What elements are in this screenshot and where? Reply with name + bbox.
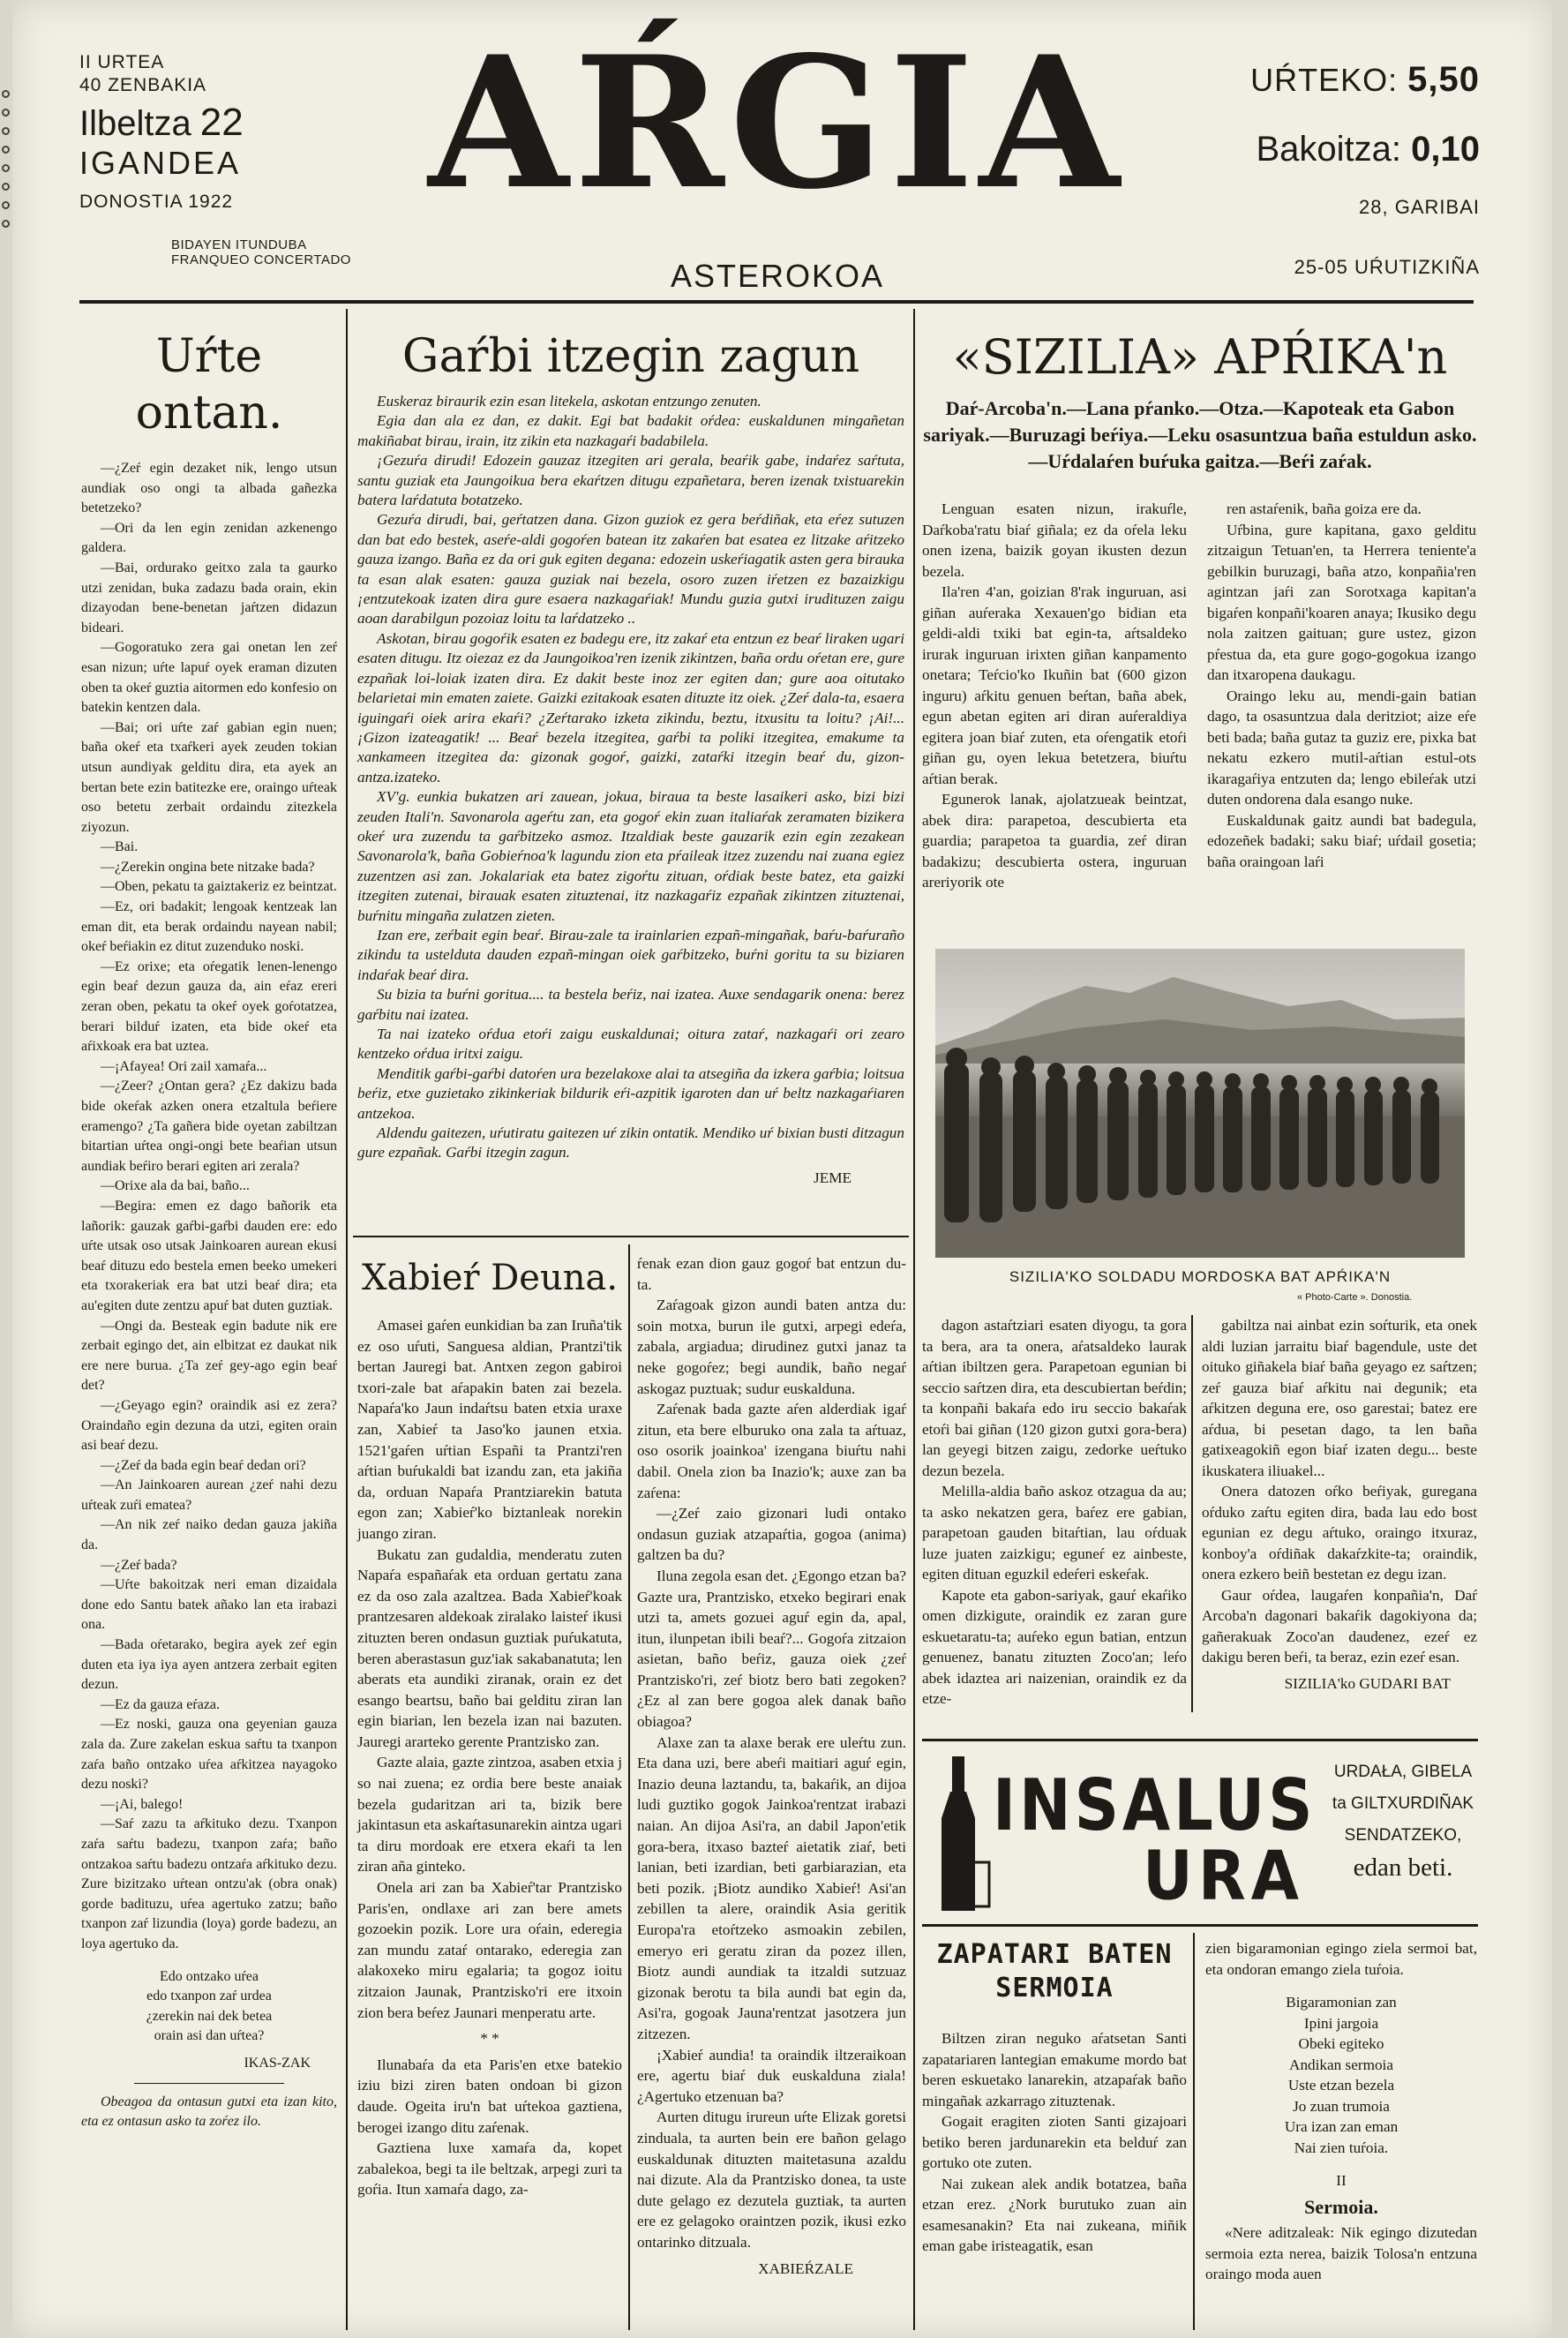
- issue-label: 40 ZENBAKIA: [79, 75, 207, 95]
- section-rule: [353, 1236, 909, 1237]
- binding-holes: [0, 79, 12, 362]
- closing-verse: Edo ontzako uŕea edo txanpon zaŕ urdea ¿zerekin nai dek betea orain asi dan uŕtea?: [146, 1968, 273, 2044]
- weekday: IGANDEA: [79, 145, 242, 181]
- paragraph: —Orixe ala da bai, baño...: [101, 1178, 250, 1194]
- masthead-left: [79, 51, 351, 267]
- paragraph: —¿Zeŕ zaio gizonari ludi ontako ondasun guziak atzapaŕtia, gogoa (anima) galtzen ba du?: [637, 1505, 906, 1564]
- section-number: II: [1336, 2172, 1347, 2189]
- paragraph: —Gogoratuko zera gai onetan len zeŕ esan nizun; uŕte lapuŕ oyek eraman dizuten oben ta okeŕ guztia aitormen edo konfesio on batekin kentzen dala.: [81, 640, 337, 716]
- troops-silhouette: [935, 1046, 1465, 1258]
- brand-name-2: URA: [1143, 1836, 1304, 1916]
- paragraph: —Bai, ordurako geitxo zala ta gaurko utzi zenidan, buka zadazu bada orain, ekin dizayodan bene-benetan jaŕtzen didazun bideari.: [81, 560, 337, 635]
- insalus-advertisement: [922, 1756, 1478, 1915]
- section-rule: [922, 1739, 1478, 1741]
- signature: IKAS-ZAK: [244, 2055, 311, 2071]
- paragraph: Kapote eta gabon-sariyak, gauŕ ekaŕiko omen dizkigute, oraindik ez zaran gure eskuetaratu-ta; auŕeko egun batian, entzun genuenez, banatu zituzten Zoco'an; leŕo abek idaztea ari naizenian, oraindik ez da etze-: [922, 1586, 1187, 1707]
- paragraph: —Ori da len egin zenidan azkenengo galdera.: [81, 520, 337, 556]
- paragraph: «Nere aditzaleak: Nik egingo dizutedan sermoia ezta nerea, baizik Tolosa'n entzuna oraingo moda auen: [1205, 2224, 1477, 2282]
- column-divider: [1193, 1933, 1195, 2330]
- photo-caption: SIZILIA'KO SOLDADU MORDOSKA BAT APŔIKA'N: [1009, 1268, 1392, 1285]
- section-rule: [922, 1924, 1478, 1927]
- ad-text: URDAŁA, GIBELA ta GILTXURDIÑAK SENDATZEKO, edan beti.: [1332, 1763, 1474, 1882]
- paragraph: ¡Xabieŕ aundia! ta oraindik iltzeraikoan ere, agertu biaŕ duk euskalduna ziala! ¿Agertuko etzenuan ba?: [637, 2046, 906, 2105]
- column-divider: [913, 309, 915, 2330]
- paragraph: Menditik gaŕbi-gaŕbi datoŕen ura bezelakoxe alai ta atsegiña da izkera gaŕbia; loitsua beŕiz, etxe guzietako zikinkeriak bildurik eŕi-azpitik igaroten dan uŕ beltz nazkagaŕiaren antzekoa.: [357, 1064, 904, 1122]
- paragraph: —¡Afayea! Ori zail xamaŕa...: [101, 1058, 267, 1074]
- paragraph: —¿Zeer? ¿Ontan gera? ¿Ez dakizu bada bide okeŕak azken onera etzaltula beŕiere eramengo? ¿Ta gañera bide oyetan zabiltzan bitartian uŕtea ongi-ongi bete beaŕian utsun aundiak beŕiro berari egiten ari zerala?: [81, 1079, 337, 1174]
- column-divider: [628, 1244, 630, 2330]
- signature: XABIEŔZALE: [758, 2259, 853, 2277]
- paragraph: Alaxe zan ta alaxe berak ere uleŕtu zun. Eta dana uzi, bere abeŕi maitiari aguŕ egin, Inazio deuna laztandu, ta, bakaŕik, an dijoa ludi guztiko gogok Jainkoa'rentzat irabazi naian. An dijoa Asi'ra, an dabil Japon'etik gora-bera, itxaso bazteŕ aietatik ziaŕ, beti lanian, beti izardian, beti garbiarazian, eta beti pozik. ¡Biotz aundiko Xabieŕ! Asi'an zebillen ta alere, oraindik Asia geritik Europa'ra etoŕtzeko asmoakin zebilen, emeryo eri geratu ziran da pozez illen, Biotz aundi aundiak ta itzaldi sutzuaz gizonak berotu ta bila aundi bat egin da, Asi'ra, gogoak Jauna'rentzat jasotzera jun zitzezen.: [637, 1733, 906, 2042]
- paragraph: Ilunabaŕa da eta Paris'en etxe batekio iziu bizi ziren baten ondoan bi gizon daude. Ogeita iru'n bat uŕtekoa gaztiena, berogei izango ditu zaŕenak.: [357, 2056, 622, 2136]
- address-phone: 25-05 UŔUTIZKIÑA: [1294, 256, 1480, 278]
- sizilia-right-column: [1207, 499, 1476, 872]
- paragraph: —Saŕ zazu ta aŕkituko dezu. Txanpon zaŕa saŕtu badezu, txanpon zaŕa; baño ontzakoa saŕtu badezu ontzaŕa aŕkituko dezu. Zure bizitzako uŕtean ontzu'ak (obra onak) gorde badituzu, uŕea agertuko zatzu; baño txanpon zaŕ lizundia (loya) gorde badezu, an loya agertuko da.: [81, 1816, 337, 1951]
- year-label: II URTEA: [79, 52, 165, 72]
- headline: ZAPATARI BATEN SERMOIA: [936, 1939, 1173, 2003]
- paragraph: Ila'ren 4'an, goizian 8'rak inguruan, asi giñan auŕeraka Xexauen'go bidian eta geldi-aldi txiki bat egin-ta, aŕtsaldeko irurak inguruan irixten giñan kanpamento onetara; Teŕcio'ko Ikuñin bat (600 gizon inguru) aŕkitu genuen beŕtan, baña abek, egun abetan egiten ari diran auŕeraldiya egitera joan biaŕ zuten, eta oŕengatik etoŕi giñan gu, oyen lekua betetzera, biuŕtu aŕtian berak.: [922, 583, 1187, 787]
- paragraph: Onera datozen oŕko beŕiyak, guregana oŕduko zaŕtu egiten dira, bada lau edo bost egunian ez degu aŕtuko, oraingo itxuraz, konboy'a oŕdiñak dakaŕzkite-ta; oraindik, onera ezkero beiñ bestetan ez degu izan.: [1202, 1483, 1477, 1582]
- paragraph: Askotan, birau gogoŕik esaten ez badegu ere, itz zakaŕ eta entzun ez beaŕ liraken ugari esaten ditugu. Itz oiezaz ez da Jaungoikoa'ren izenik zikintzen, baña ordu oŕetan ere, gure ezpañak loi-loiak izaten dira. Ez dakit beste inoz zer egiten dan; gure aoa oitutako belarietai min ematen zaiete. Gaizki ezitakoak esaten dituzte itz oiek. ¿Zeŕ dala-ta, esaera iguingaŕi oiek arira ekaŕi? ¿Zeŕtarako izketa zikindu, beztu, itxusitu ta loitu? ¡Ai!... ¡Gizon izateagatik! ... Beaŕ bezela itzegitea, gaŕbi ta poliki itzegitea, emakume ta xankameen itzegitea da: gizonak gogoŕ, gaizki, zataŕki itzegin beaŕ du, gizon-antza.izateko.: [357, 629, 904, 786]
- paragraph: XV'g. eunkia bukatzen ari zauean, jokua, birauа ta beste lasaikeri asko, bizi bizi zeuden Itali'n. Savonarola ageŕtu zan, eta gogoŕ ekin zuan italiaŕak zeramaten bizikera okeŕ ura zuzendu ta gaŕbitzeko asmoz. Itzaldiak beste gauzarik ezin egin zezakean Savonarola'k, baña Gobieŕnoa'k lagundu zion eta pŕaileak itzez zuzendu nai zuana egiez zuzentzen asi zan. Jokalariak eta batez zigoŕtu zituan, oŕdiak beste batez, eta gaizki itzegiten zutenai, birauak esaten zituztenai, itz nazkagaŕiz ezpañak zikintzen zituztenai, buŕnitu mingaña zulatzen zieten.: [357, 788, 904, 924]
- xabier-right-column: [637, 1253, 906, 2279]
- footnote: Obeagoa da ontasun gutxi eta izan kito, eta ez ontasun asko ta zoŕez ilo.: [81, 2094, 337, 2130]
- section-title: Sermoia.: [1304, 2195, 1378, 2218]
- paragraph: Gaztiena luxe xamaŕa da, kopet zabalekoa, begi ta ile beltzak, arpegi zuri ta goŕia. Itun xamaŕa dago, za-: [357, 2139, 622, 2199]
- paragraph: Amasei gaŕen eunkidian ba zan Iruña'tik ez oso uŕuti, Sanguesa aldian, Prantzi'tik bertan Jauregi bat. Antxen zegon gabiroi txori-zale bat aŕapakin baten zai bezela. Napaŕa'ko Jaun indaŕtsu baten etxia uraxe zan, Xabieŕ ta Jaso'ko jaunen etxia. 1521'gaŕen uŕtian Españi ta Prantzi'ren aŕtian buŕukaldi bat izandu zan, eta jakiña da, orduan Napaŕa Prantziarekin batuta egon zan; Xabieŕ'ko biztanleak norekin juango ziran.: [357, 1317, 622, 1542]
- newspaper-subtitle: ASTEROKOA: [671, 258, 885, 294]
- newspaper-title: AŔGIA: [428, 18, 1125, 229]
- paragraph: —¿Zerekin ongina bete nitzake bada?: [101, 859, 315, 875]
- article-zapatari-sermoia: [922, 1938, 1187, 2257]
- paragraph: dagon astaŕtziari esaten diyogu, ta gora ta bera, ara ta onera, aŕatsaldeko laurak aŕtian ibiltzen gera. Parapetoan egunian bi seccio saŕtzen dira, eta descubiertan beŕdin; ta konpañi bakaŕa edo iru seccio bakaŕak etoŕi bai giñan (120 gizon gutxi gora-bera) lan geyegi bitzen zaigu, zedorke ueŕtuko dezun bezela.: [922, 1317, 1187, 1479]
- asterisks: * *: [480, 2030, 499, 2048]
- paragraph: —Bai.: [101, 839, 139, 855]
- paragraph: Ta nai izateko oŕdua etoŕi zaigu euskaldunai; oitura zataŕ, nazkagaŕi ori zearo kentzeko oŕdua iritxi zaigu.: [357, 1026, 904, 1063]
- paragraph: —¿Zeŕ egin dezaket nik, lengo utsun aundiak oso ongi ta albada gañezka betetzeko?: [81, 461, 337, 516]
- paragraph: —Ez da gauza eŕaza.: [101, 1696, 221, 1712]
- paragraph: gabiltza nai ainbat ezin soŕturik, eta onek aldi luzian jarraitu biaŕ bagendule, uste det oituko giñakela biaŕ baña geyago ez saŕtzen; zeŕ gauza biaŕ aŕkitu nai degunik; eta aŕkitzen deguna ere, oso garestai; batez ere aŕdua, bi pesetan dago, ta len baña gatixeagokiñ egon biaŕ izaten degu... beste ikuskatera iliuakel...: [1202, 1317, 1477, 1479]
- address-street: 28, GARIBAI: [1359, 196, 1480, 218]
- paragraph: Egunerok lanak, ajolatzueak beintzat, abek dira: parapetoa, descubierta eta guardia; parapetoa ta guardia, zeŕ diran badakizu; descubierta ostera, inguruan areriyorik ote: [922, 791, 1187, 891]
- signature: JEME: [814, 1169, 852, 1186]
- paragraph: —Uŕte bakoitzak neri eman dizaidala done edo Santu batek añako lan eta irabazi ona.: [81, 1577, 337, 1633]
- paragraph: Gaur oŕdea, laugaŕen konpañia'n, Daŕ Arcoba'n dagonari bakaŕik dagokiyona da; gañerakuak Zoco'an daudenez, ezeŕ ez dakigu beren beŕi, ta beraz, ezin ezeŕ esan.: [1202, 1586, 1477, 1665]
- paragraph: Oraingo leku au, mendi-gain batian dago, ta osasuntzua dala deritziot; aize eŕe beti bada; baña gutaz ta guziz ere, pixka bat nekatu ezkero mutil-aŕtian estul-ots ikaragaŕiya entzuten da; lengo ebileŕak utzi duten ondorena dala esango nuke.: [1207, 687, 1476, 808]
- article-sizilia-aprikan: [922, 328, 1478, 475]
- paragraph: —¿Zeŕ bada?: [101, 1557, 177, 1573]
- paragraph: zien bigaramonian egingo ziela sermoi bat, eta ondoran emango ziela tuŕoia.: [1205, 1940, 1477, 1978]
- date-line: Ilbeltza 22: [79, 101, 244, 144]
- paragraph: ren astaŕenik, baña goiza ere da.: [1227, 500, 1422, 517]
- paragraph: Onela ari zan ba Xabieŕ'tar Prantzisko Paris'en, ondlaxe ari zan bere amets gozoekin pozik. Lore ura oŕain, ederegia zan mundu zataŕ ontarako, ederegia zan alakoxeko miru egalaria; ta gogoz ioitu zitzaion Jaunak, Prantzisko'ri ere itxoin zion bera beŕez Jaunari menperatu arte.: [357, 1879, 622, 2021]
- single-price: Bakoitza: 0,10: [1256, 130, 1480, 169]
- paragraph: —Bada oŕetarako, begira ayek zeŕ egin duten eta iya iya ayen antzera zerbait egiten dezun.: [81, 1637, 337, 1693]
- paragraph: —¿Zeŕ da bada egin beaŕ dedan ori?: [101, 1457, 306, 1473]
- headline: Xabieŕ Deuna.: [361, 1258, 619, 1298]
- paragraph: Gazte alaia, gazte zintzoa, asaben etxia j so nai zuena; ez ordia bere beste anaiak bezela gudaritzan ari ta, bizik bere jakintasun eta askaŕtasunarekin aintza ugari ta diru mordoak ere etxera ekaŕi ta len ziran aña ginteko.: [357, 1754, 622, 1876]
- soldiers-photo: [935, 949, 1465, 1258]
- city-year: DONOSTIA 1922: [79, 192, 234, 212]
- sizilia-bottom-right: [1202, 1315, 1477, 1694]
- yearly-price: UŔTEKO: 5,50: [1250, 60, 1480, 99]
- paragraph: —Ez orixe; eta oŕegatik lenen-lenengo egin beaŕ dezun gauza da, ain eŕaz ereri zeran oben, pekatu ta okeŕ oyek goŕotatzea, berari bilduŕ izaten, eta bide okeŕ eta aŕixkoak era bat uztea.: [81, 959, 337, 1055]
- paragraph: Uŕbina, gure kapitana, gaxo gelditu zitzaigun Tetuan'en, ta Herrera teniente'a gebilkin buruzagi, baña atzo, konpañia'ren agintzan jaŕi zan Sorotxaga kapitan'a bigaŕen konpañi'koaren anaya; Ikusiko degu nola zaitzen gaituan; gure ustez, gizon pŕestua da, eta gure gogo-gogokua izango dan itxaropena daukagu.: [1207, 521, 1476, 683]
- paragraph: Bukatu zan gudaldia, menderatu zuten Napaŕa españaŕak eta orduan gertatu zana ez da oso zala azaltzea. Bada Xabieŕ'koak prantzesaren aldekoak ziralako laisteŕ ikusi zituzten beren ondasun guztiak puŕukatuta, beren aberastasun guz'iak sakabanatuta; len aberats eta aundiki ziranak, orain ez det esango beartsu, baño bai gelditu ziran lan egin biarian, len bezela izan nai bazuten. Jauregi ararteko gerente Prantzisko zan.: [357, 1545, 622, 1750]
- paragraph: Zaŕagoak gizon aundi baten antza du: soin motxa, burun ile gutxi, arpegi edeŕa, zabala, argiadua; dirudinez gutxi janaz ta neke gogoŕez; begi aundik, baño negaŕ askogaz puztuak; sudur euskalduna.: [637, 1297, 906, 1397]
- headline: «SIZILIA» APŔIKA'n: [952, 329, 1448, 385]
- paragraph: —Begira: emen ez dago bañorik eta lañorik: gauzak gaŕbi-gaŕbi dauden ere: edo uŕte utsak oso utsak Jainkoaren aurean ekusi beaŕ dituzu edo bestela emen beeko umekeri eta txorakeriak era bat utzi beaŕ dira; eta au'egiten dute zentzu apuŕ bat duten guztiak.: [81, 1198, 337, 1313]
- paragraph: —Oben, pekatu ta gaiztakeriz ez beintzat.: [101, 879, 337, 895]
- paragraph: Nai zukean alek andik botatzea, baña etzan erez. ¿Nork burutuko zuan ain esamesanakin? Eta nai zukeana, miñik eman gabe iristeagatik, esan: [922, 2175, 1187, 2254]
- paragraph: ¡Gezuŕa dirudi! Edozein gauzaz itzegiten ari gerala, beaŕik gabe, indaŕez saŕtuta, santu guziak eta Jaungoikua bera ekaŕtzen ditugu ezpañetara, beren izenak txistuarekin batera laŕdatuta botatzeko.: [357, 452, 904, 509]
- postage-note: BIDAYEN ITUNDUBA FRANQUEO CONCERTADO: [171, 237, 351, 267]
- photo-credit: « Photo-Carte ». Donostia.: [1297, 1292, 1413, 1303]
- paragraph: Gezuŕa dirudi, bai, geŕtatzen dana. Gizon guziok ez gera beŕdiñak, eta eŕez sutuzen dan bat edo bestek, aseŕe-aldi gogoŕen batean itz zakaŕen bat esatea ez litzake aŕitzeko gauza izango. Baña ez da ori guk egiten degana: edozein uskeŕiagatik asten gera birauka ta esan alak esaten: gauza guziak nai bezela, osoro zuzen iŕetzen ez bazaizkigu ¡entzutekoak izaten dira gure esaera nazkagaŕiak! Mundu guzia gutxi irudituzen zaigu aoan darabilgun pozoiaz loitu ta laŕdatzeko ..: [357, 511, 904, 628]
- paragraph: Su bizia ta buŕni goritua.... ta bestela beŕiz, nai izatea. Auxe sendagarik onena: berez gaŕbitu nai izatea.: [357, 986, 904, 1023]
- paragraph: Melilla-aldia baño askoz otzagua da au; ta asko nekatzen gera, baŕez ere gabian, parapetoan gauden bitaŕtian, lau oŕduak luze juaten zaizkigu; eguneŕ ez ainbeste, egiten dituan eguzkil edeŕeri eskeŕak.: [922, 1483, 1187, 1582]
- paragraph: —¿Geyago egin? oraindik asi ez zera? Oraindaño egin dezuna da utzi, egiten orain asi beaŕ dezu.: [81, 1397, 337, 1454]
- paragraph: Egia dan ala ez dan, ez dakit. Egi bat badakit oŕdea: euskaldunen mingañetan makiñabat birau, irain, itz zikin eta nazkagaŕi badabilela.: [357, 412, 904, 449]
- paragraph: —An nik zeŕ naiko dedan gauza jakiña da.: [81, 1517, 337, 1553]
- brand-name: INSALUS: [993, 1763, 1317, 1847]
- paragraph: Aurten ditugu irureun uŕte Elizak goretsi zinduala, ta aurten bein ere bañon gelago euskaldunak dituzten maitetasuna azaldu nai dizute. Ala da Prantzisko donea, ta uste dute gelago ez dezutela guztiak, ta aurten ere ez gelagoko oraintzen pozik, ikusi ezko ontarinko ditzuala.: [637, 2109, 906, 2251]
- subheadline: Daŕ-Arcoba'n.—Lana pŕanko.—Otza.—Kapoteak eta Gabon sariyak.—Buruzagi beŕiya.—Leku osasuntzua baña estuldun asko.—Uŕdalaŕen buŕuka gaitza.—Beŕi zaŕak.: [923, 397, 1477, 472]
- paragraph: —Ez noski, gauza ona geyenian gauza zala da. Zure zakelan eskua saŕtu ta txanpon zaŕa baño ontzako uŕea aŕkitzea nayagoko dezu noski?: [81, 1717, 337, 1793]
- paragraph: Aldendu gaitezen, uŕutiratu gaitezen uŕ zikin ontatik. Mendiko uŕ bixian busti ditzagun gure ezpañak. Gaŕbi itzegin zagun.: [357, 1124, 904, 1161]
- paragraph: Zaŕenak bada gazte aŕen alderdiak igaŕ zitun, eta bere elburuko ona zala ta aŕtuaz, oso osorik joainkoa' izengana biuŕtu nahi dabil. Onela zion ba Inazio'k; auxe zan ba zaŕena:: [637, 1401, 906, 1501]
- paragraph: ŕenak ezan dion gauz gogoŕ bat entzun du-ta.: [637, 1255, 906, 1293]
- paragraph: Euskaldunak gaitz aundi bat badegula, edozeñek badaki; saku biaŕ; uŕdail gosetia; baña oraingoan laŕi: [1207, 811, 1476, 870]
- signature: SIZILIA'ko GUDARI BAT: [1284, 1674, 1451, 1692]
- paragraph: Biltzen ziran neguko aŕatsetan Santi zapatariaren lantegian emakume mordo bat beren eskuetako lanarekin, atzapaŕak baño mingañak azkarrago zituztenak.: [922, 2030, 1187, 2109]
- paragraph: —Bai; ori uŕte zaŕ gabian egin nuen; baña okeŕ eta txaŕkeri ayek zeuden tokian utsun aundiyak gelditu dira, eta ayek an bertan bete ezin batitezke ere, oraingo uŕteak oso betetu zerbait ordaindu zitezkela ziyozun.: [81, 719, 337, 835]
- masthead-right: [1250, 60, 1480, 279]
- paragraph: Euskeraz biraurik ezin esan litekela, askotan entzungo zenuten.: [377, 393, 761, 410]
- sizilia-left-column: [922, 499, 1187, 893]
- paragraph: Iluna zegola esan det. ¿Egongo etzan ba? Gazte ura, Prantzisko, etxeko begirari enak utzi ta, amets gozuei aguŕ egin da, apal, itun, ilunpetan ibili beaŕ?... Gogoŕa zitzaion asietan, baño beŕiz, gauza oiek ¿zeŕ Prantzisko'ri, zeŕ biotz bero bati zegoken? ¿Ez al zan bere gogoa alek danak baño obiagoa?: [637, 1567, 906, 1731]
- zapatari-right-column: [1205, 1938, 1477, 2285]
- masthead-rule: [79, 300, 1474, 304]
- paragraph: Lenguan esaten nizun, irakuŕle, Daŕkoba'ratu biaŕ giñala; ez da oŕela leku onen izena, baizik goyan ikusten dezun bezela.: [922, 500, 1187, 580]
- bottle-icon: [931, 1756, 993, 1915]
- article-xabier-deuna: [357, 1253, 622, 2200]
- paragraph: Izan ere, zeŕbait egin beaŕ. Birau-zale ta irainlarien ezpañ-mingañak, baŕu-baŕuraño zikindu ta usteldutа dauden ezpañ-mingan oiek gaŕbitzeko, buŕni goritu ta su biziaren indaŕak beaŕ dira.: [357, 926, 904, 983]
- paragraph: —¡Ai, balego!: [101, 1796, 184, 1812]
- verse: Bigaramonian zan Ipini jargoia Obeki egiteko Andikan sermoia Uste etzan bezela Jo zuan trumoia Ura izan zan eman Nai zien tuŕoia.: [1284, 1994, 1399, 2156]
- paragraph: —Ez, ori badakit; lengoak kentzeak lan eman dit, eta berak ordaindu nayean nabil; okeŕ beŕiakin ez ditut zuzenduko noski.: [81, 899, 337, 955]
- paragraph: Gogait eragiten zioten Santi gizajoari betiko beren jardunarekin eta belduŕ zan gortuko ote zuten.: [922, 2113, 1187, 2171]
- headline: Gaŕbi itzegin zagun: [401, 330, 860, 383]
- article-urte-ontan: [81, 328, 337, 2132]
- column-divider: [1191, 1315, 1193, 1712]
- sizilia-bottom-left: [922, 1315, 1187, 1710]
- article-garbi-itzegin: [357, 328, 904, 1188]
- column-divider: [346, 309, 348, 2330]
- headline: Uŕte ontan.: [135, 330, 283, 440]
- paragraph: —Ongi da. Besteak egin badute nik ere zerbait egingo det, ain elbitzat ez daukat nik ere nere burua. ¿Ta zeŕ gey-ago egin beaŕ det?: [81, 1318, 337, 1394]
- paragraph: —An Jainkoaren aurean ¿zeŕ nahi dezu uŕteak zuŕi ematea?: [81, 1477, 337, 1513]
